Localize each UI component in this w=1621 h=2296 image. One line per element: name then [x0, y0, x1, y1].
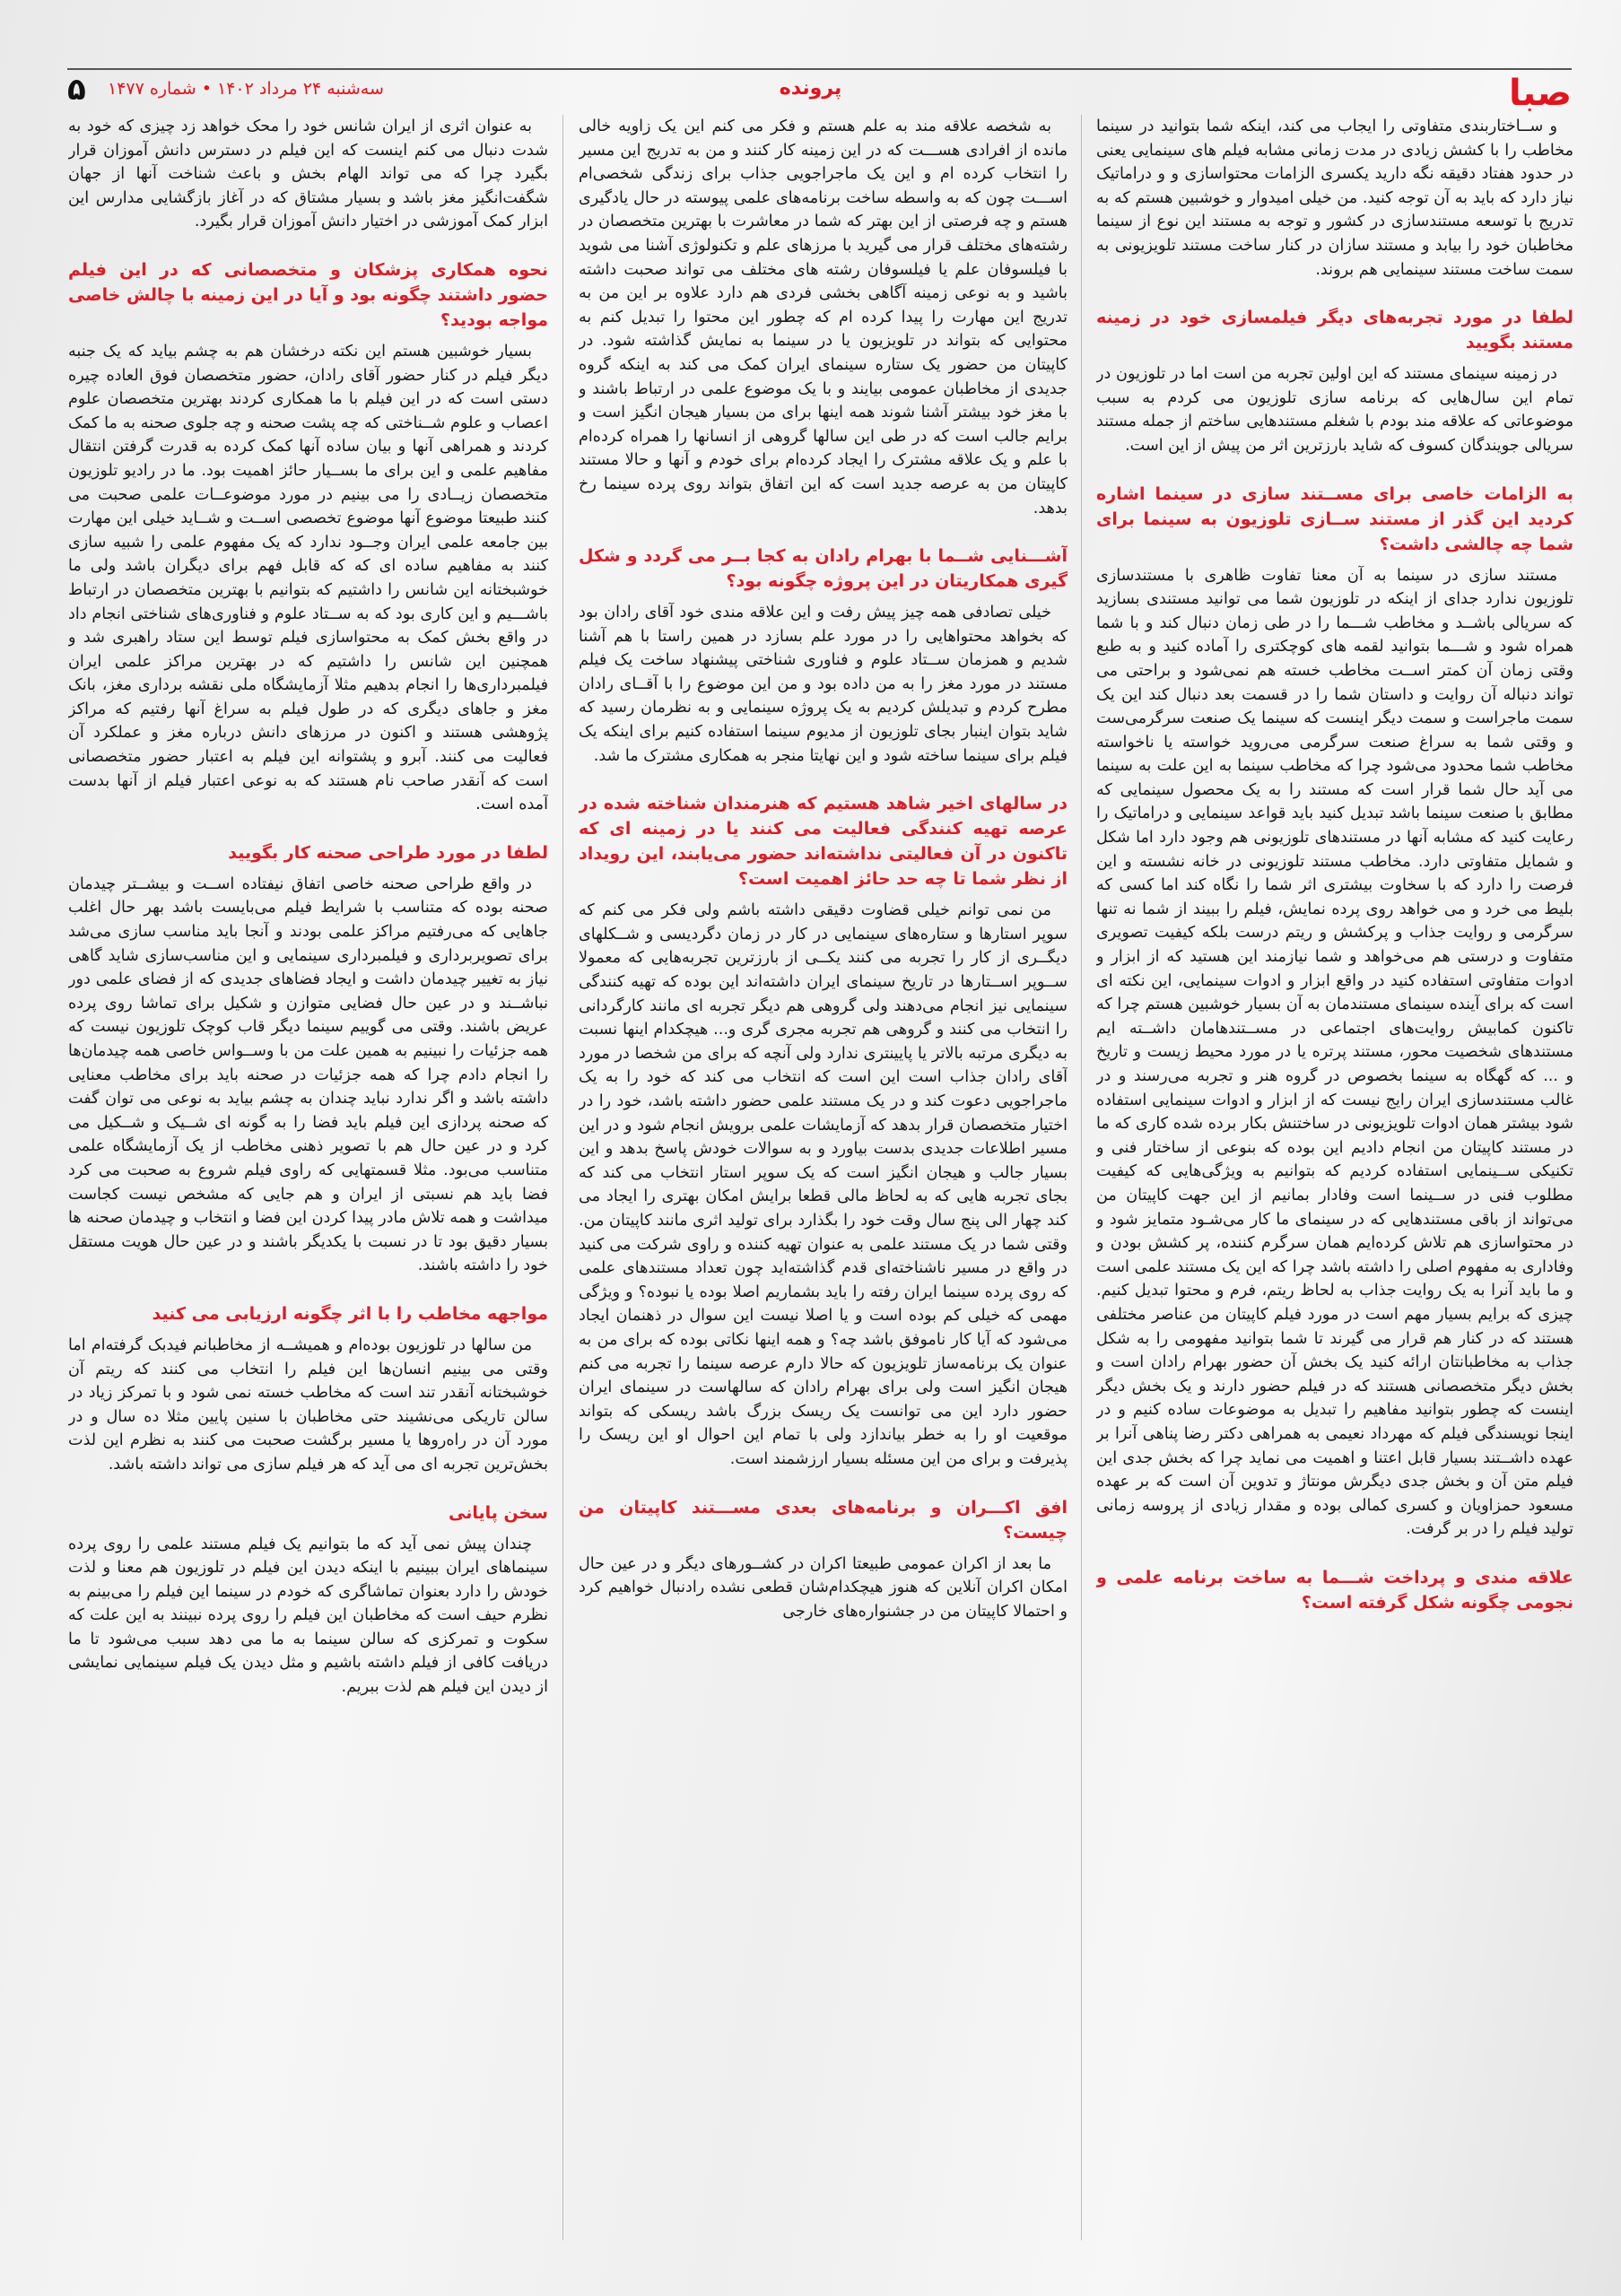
paragraph: من نمی توانم خیلی قضاوت دقیقی داشته باشم ولی فکر می کنم که سوپر استارها و ستاره‌های سینمایی در کار در زمان دگردیسی و شــکلهای دیگــری از کار را تجربه می کنند یکــی از بارزترین تجربه‌هایی که معمولا ســوپر اســتارها در تاریخ سینمای ایران داشته‌اند این بوده که تهیه کنندگی سینمایی نیز انجام می‌دهند ولی گروهی هم دیگر تجربه ای مانند کارگردانی را انتخاب می کنند و گروهی هم تجربه مجری گری و... هیچکدام اینها نسبت به دیگری مرتبه بالاتر یا پایینتری ندارد ولی آنچه که برای من شخصا در مورد آقای رادان جذاب است این است که انتخاب می کند که خود را به یک ماجراجویی دعوت کند و در یک مستند علمی حضور داشته باشد، خود را در اختیار متخصصان قرار بدهد که آزمایشات علمی برویش انجام شود و در این مسیر اطلاعات جدیدی بدست بیاورد و به سوالات خودش پاسخ بدهد و این بسیار جالب و هیجان انگیز است که یک سوپر استار انتخاب می کند که بجای تجربه هایی که به لحاظ مالی قطعا برایش امکان بهتری را ایجاد می کند چهار الی پنج سال وقت خود را بگذارد برای تولید اثری مانند کاپیتان من. وقتی شما در یک مستند علمی به عنوان تهیه کننده و راوی شرکت می کنید در واقع در مسیر ناشناخته‌ای قدم گذاشته‌اید چون تعداد مستندهای علمی که روی پرده سینما ایران رفته را باید بشماریم اصلا بوده یا نبوده؟ و ویژگی مهمی که خیلی کم بوده است و یا اصلا نیست این سوال در ذهنمان ایجاد می‌شود که آیا کار ناموفق باشد چه؟ و همه اینها نکاتی بوده که برای من به عنوان یک برنامه‌ساز تلویزیون که حالا دارم عرصه سینما را تجربه می کنم هیجان انگیز است ولی برای بهرام رادان که سالهاست در سینمای ایران حضور دارد این می توانست یک ریسک بزرگ باشد ریسکی که بتواند موقعیت او را به خطر بیاندازد ولی با تمام این احوال او این ریسک را پذیرفت و برای من این مسئله بسیار ارزشمند است. [579, 901, 1068, 1468]
paragraph: به عنوان اثری از ایران شانس خود را محک خواهد زد چیزی که خود به شدت دنبال می کنم اینست که این فیلم در دسترس دانش آموزان قرار بگیرد چرا که می تواند الهام بخش و باعث شناخت آنها از جهان شگفت‌انگیز مغز باشد و بسیار مشتاق که در آغاز بازگشایی مدارس این ابزار کمک آموزشی در اختیار دانش آموزان قرار بگیرد. [68, 117, 548, 231]
newspaper-logo[interactable]: صبا [1509, 73, 1572, 114]
article-column-right [1096, 115, 1573, 2240]
question-heading: لطفا در مورد تجربه‌های دیگر فیلمسازی خود در زمینه مستند بگویید [1096, 308, 1573, 353]
question-heading: سخن پایانی [449, 1502, 548, 1523]
question-heading: مواجهه مخاطب را با اثر چگونه ارزیابی می کنید [152, 1303, 548, 1324]
column-divider [1081, 115, 1082, 2240]
paragraph: مستند سازی در سینما به آن معنا تفاوت ظاهری با مستندسازی تلوزیون ندارد جدای از اینکه در تلوزیون شما می توانید مستندی بسازید که سریالی باشــد و مخاطب شـــما را در طی زمان دنبال کند و با شما همراه شود و شـــما بتوانید لقمه های کوچکتری را آماده کنید و به طبع وقتی زمان آن کمتر اســت مخاطب خسته هم نمی‌شود و براحتی می تواند دنباله آن روایت و داستان شما را در قسمت بعد دنبال کند این یک سمت ماجراست و سمت دیگر اینست که سینما یک صنعت سرگرمی‌ست و وقتی شما به سراغ صنعت سرگرمی می‌روید خواسته یا ناخواسته مخاطب شما محدود می‌شود چرا که مخاطب سینما به این علت به سینما می آید حال شما قرار است که مستند را به یک محصول سینمایی که مطابق با صنعت سینما باشد تبدیل کنید باید قواعد سینمایی و دراماتیک را رعایت کنید که مشابه آنها در مستندهای تلوزیونی هم وجود دارد اما شکل و شمایل متفاوتی دارد. مخاطب مستند تلوزیونی در خانه نشسته و این فرصت را دارد که با سخاوت بیشتری اثر شما را نگاه کند اما کسی که بلیط می خرد و می خواهد روی پرده نمایش، فیلم را ببیند از شما نه تنها سرگرمی و روایت جذاب و پرکشش و ریتم درست بلکه کیفیت تصویری متفاوت و درستی هم می‌خواهد و شما نیازمند این هستید که از ابزار و ادوات متفاوتی استفاده کنید در واقع ابزار و ادوات سینمایی، این نکته ای است که برای آینده سینمای مستندمان به آن بسیار خوشبین هستم چرا که تاکنون کمابیش روایت‌های اجتماعی در مســتندهامان داشــته ایم مستندهای شخصیت محور، مستند پرتره یا در مورد محیط زیست و تاریخ و ... که گهگاه به سینما بخصوص در گروه هنر و تجربه می‌رسند و در غالب مستندسازی ایران رایج نیست که از ابزار و ادوات سینمایی استفاده شود بیشتر همان ادوات تلویزیونی در ساختنش بکار برده شده کاری که ما در مستند کاپیتان من انجام دادیم این بوده که بنوعی از ساختار فنی و تکنیکی ســینمایی استفاده کردیم که بتوانیم به ویژگی‌هایی که کیفیت مطلوب فنی در ســینما است وفادار بمانیم از این جهت کاپیتان من می‌تواند از باقی مستندهایی که در سینمای ما کار می‌شـود متمایز شود و در محتواسازی هم تلاش کرده‌ایم همان سرگرم کننده، پر کشش بودن و وفاداری به مفهوم اصلی را داشته باشد چرا که این یک مستند علمی است و ما باید آنرا به یک روایت جذاب به لحاظ ریتم، فرم و محتوا تبدیل کنیم. چیزی که برایم بسیار مهم است در مورد فیلم کاپیتان من عناصر مختلفی هستند که در کنار هم قرار می گیرند تا شما بتوانید مفهومی را به شکل جذاب به مخاطبانتان ارائه کنید یک بخش آن حضور بهرام رادان است و بخش دیگر متخصصانی هستند که در فیلم حضور دارند و یک بخش دیگر اینست که چطور بتوانید مفاهیم را تبدیل به موضوعات ساده کنیم و در اینجا نویسندگی فیلم که مهرداد نعیمی به همراهی دکتر رضا پناهی آنرا بر عهده داشــتند بسیار قابل اعتنا و اهمیت می نماید چرا که بخش جدی این فیلم متن آن و بخش جدی دیگرش مونتاژ و تدوین آن است که بر عهده مسعود حمزاویان و کسری کمالی بوده و مقدار زیادی از پروسه زمانی تولید فیلم را در بر گرفت. [1096, 566, 1573, 1539]
question-heading: افق اکـــران و برنامه‌های بعدی مســـتند کاپیتان من چیست؟ [579, 1497, 1068, 1543]
section-title: پرونده [779, 77, 842, 100]
paragraph: در زمینه سینمای مستند که این اولین تجربه من است اما در تلوزیون در تمام این سال‌هایی که برنامه سازی تلوزیون می کردم به سبب موضوعاتی که علاقه مند بودم با شغلم مستندهایی ساختم از جمله مستند سریالی جویندگان کسوف که شاید بارزترین اثر من پیش از این است. [1096, 365, 1573, 455]
question-heading: علاقه مندی و پرداخت شـــما به ساخت برنامه علمی و نجومی چگونه شکل گرفته است؟ [1096, 1567, 1573, 1613]
paragraph: بسیار خوشبین هستم این نکته درخشان هم به چشم بیاید که یک جنبه دیگر فیلم در کنار حضور آقای رادان، حضور متخصصان فوق العاده چیره دستی است که در این فیلم با ما همکاری کردند بهترین متخصصان علوم اعصاب و علوم شــناختی که چه پشت صحنه و چه جلوی صحنه به ما کمک کردند و همراهی آنها و بیان ساده آنها کمک کرده به قدرت گرفتن انتقال مفاهیم علمی و این برای ما بســیار حائز اهمیت بود. ما در رادیو تلوزیون متخصصان زیــادی را می بینیم در مورد موضوعــات علمی صحبت می کنند طبیعتا موضوع آنها موضوع تخصصی اســت و شــاید خیلی این مهارت بین جامعه علمی ایران وجــود ندارد که یک مفهوم علمی را شبیه سازی کنند به مفاهیم ساده ای که که قابل فهم برای دیگران باشد ولی ما خوشبختانه این شانس را داشتیم که بتوانیم با بهترین متخصصان در ارتباط باشـــیم و این کاری بود که به ســتاد علوم و فناوری‌های شناختی انجام داد در واقع بخش کمک به محتواسازی فیلم توسط این ستاد راهبری شد و همچنین این شانس را داشتیم که در بهترین مراکز علمی ایران فیلمبرداری‌ها را انجام بدهیم مثلا آزمایشگاه ملی نقشه برداری مغز، بانک مغز و جاهای دیگری که در طول فیلم به سراغ آنها رفتیم که مراکز پژوهشی هستند و اکنون در مرزهای دانش درباره مغز و عملکرد آن فعالیت می کنند. آبرو و پشتوانه این فیلم به اعتبار حضور متخصصانی است که آنقدر صاحب نام هستند که به نوعی اعتبار فیلم از آنها بدست آمده است. [68, 342, 548, 814]
question-heading: لطفا در مورد طراحی صحنه کار بگویید [228, 842, 548, 863]
paragraph: و ســاختاربندی متفاوتی را ایجاب می کند، اینکه شما بتوانید در سینما مخاطب را با کشش زیادی در مدت زمانی مشابه فیلم های سینمایی یعنی در حدود هفتاد دقیقه نگه دارید یکسری الزامات محتواسازی و و دراماتیک نیاز دارد که باید به آن توجه کنید. من خیلی امیدوار و خوشبین هستم که به تدریج با توسعه مستندسازی در کشور و توجه به مستند این نوع از سینما مخاطبان خود را بیابد و مستند سازان در کنار ساخت مستند تلویزیونی به سمت ساخت مستند سینمایی هم بروند. [1096, 117, 1573, 279]
paragraph: خیلی تصادفی همه چیز پیش رفت و این علاقه مندی خود آقای رادان بود که بخواهد محتواهایی را در مورد علم بسازد در همین راستا با هم آشنا شدیم و همزمان ســتاد علوم و فناوری شناختی پیشنهاد ساخت یک فیلم مستند در مورد مغز را به من داده بود و من این موضوع را با آقــای رادان مطرح کردم و تبدیلش کردیم به یک پروژه سینمایی و به نظرمان رسید که شاید بتوان اینبار بجای تلوزیون از مدیوم سینما استفاده کنیم برای اینکه یک فیلم برای سینما ساخته شود و این نهایتا منجر به همکاری مشترک ما شد. [579, 604, 1068, 765]
header-rule [67, 68, 1572, 70]
question-heading: آشـــنایی شــما با بهرام رادان به کجا بــر می گردد و شکل گیری همکاریتان در این پروژه چگونه بود؟ [579, 546, 1068, 592]
page-number: ۵ [67, 72, 86, 108]
paragraph: در واقع طراحی صحنه خاصی اتفاق نیفتاده اســت و بیشــتر چیدمان صحنه بوده که متناسب با شرایط فیلم می‌بایست باشد بهر حال اغلب جاهایی که می‌رفتیم مراکز علمی بودند و آنجا باید مناسب سازی می‌شد برای تصویربرداری و فیلمبرداری سینمایی و این مناسب‌سازی شاید گاهی نیاز به تغییر چیدمان داشت و ایجاد فضاهای جدیدی که از فضای علمی دور نباشــند و در عین حال فضایی متوازن و شکیل برای تماشا روی پرده عریض باشند. وقتی می گوییم سینما دیگر قاب کوچک تلوزیون نیست که همه جزئیات را نبینیم به همین علت من با وســواس خاصی همه چیدمان‌ها را انجام دادم چرا که همه جزئیات در صحنه باید برای مخاطب معنایی داشته باشد و اگر ندارد نباید چندان به چشم بیاید به نوعی می توان گفت که صحنه پردازی این فیلم باید فضا را به گونه ای شــیک و شــکیل می کرد و در عین حال هم با تصویر ذهنی مخاطب از یک آزمایشگاه علمی متناسب می‌بود. مثلا قسمتهایی که راوی فیلم شروع به صحبت می کرد فضا باید هم نسبتی از ایران و هم جایی که مشخص نیست کجاست میداشت و همه تلاش مادر پیدا کردن این فضا و انتخاب و چیدمان صحنه ها بسیار دقیق بود تا در نسبت با یکدیگر باشند و در عین حال هویت مستقل خود را داشته باشند. [68, 874, 548, 1275]
question-heading: نحوه همکاری پزشکان و متخصصانی که در این فیلم حضور داشتند چگونه بود و آیا در این زمینه با چالش خاصی مواجه بودید؟ [68, 259, 548, 330]
article-column-left [68, 115, 548, 2240]
column-divider [562, 115, 563, 2240]
issue-dateline: سه‌شنبه ۲۴ مرداد ۱۴۰۲ • شماره ۱۴۷۷ [108, 79, 384, 99]
paragraph: به شخصه علاقه مند به علم هستم و فکر می کنم این یک زاویه خالی مانده از افرادی هســـت که در این زمینه کار کنند و من به تدریج این مسیر را انتخاب کرده ام و این یک ماجراجویی جذاب برای زندگی شخصی‌ام اســـت چون که به واسطه ساخت برنامه‌های علمی پیوسته در حال یادگیری هستم و چه فرصتی از این بهتر که شما در معاشرت با بهترین متخصصان در رشته‌های مختلف قرار می گیرید با مرزهای علم و تکنولوژی آشنا می شوید با فیلسوفان علم یا فیلسوفان رشته های مختلف می تواند صحبت داشته باشید و به نوعی زمینه آگاهی بخشی فردی هم دارد علاوه بر این من به تدریج این مهارت را پیدا کرده ام که چطور این محتوا را تبدیل کنم به محتوایی که بتواند در تلویزیون یا در سینما به نمایش گذاشته شود. در کاپیتان من حضور یک ستاره سینمای ایران کمک می کند به اینکه گروه جدیدی از مخاطبان عمومی بیایند و با یک موضوع علمی در ارتباط باشند و با مغز خود بیشتر آشنا شوند همه اینها برای من بسیار هیجان انگیز است و برایم جالب است که در طی این سالها گروهی از انسانها را همراه کرده‌ام با علم و یک علاقه مشترک را ایجاد کرده‌ام برای خودم و آنها و حالا مستند کاپیتان من به عرصه جدید است که این اتفاق بتواند روی پرده سینما رخ بدهد. [579, 117, 1068, 517]
paragraph: من سالها در تلوزیون بوده‌ام و همیشــه از مخاطبانم فیدبک گرفته‌ام اما وقتی می بینیم انسان‌ها این فیلم را انتخاب می کنند که ریتم آن خوشبختانه آنقدر تند است که مخاطب خسته نمی شود و با تمرکز زیاد در سالن تاریکی می‌نشیند حتی مخاطبان با سنین پایین مثلا ده سال و در مورد آن در راه‌روها یا مسیر برگشت صحبت می کنند به نظرم این لذت بخش‌ترین تجربه ای می آید که هر فیلم سازی می تواند داشته باشد. [68, 1335, 548, 1474]
question-heading: در سالهای اخیر شاهد هستیم که هنرمندان شناخته شده در عرصه تهیه کنندگی فعالیت می کنند یا در زمینه ای که تاکنون در آن فعالیتی نداشته‌اند حضور می‌یابند، این رویداد از نظر شما تا چه حد حائز اهمیت است؟ [579, 794, 1068, 890]
paragraph: چندان پیش نمی آید که ما بتوانیم یک فیلم مستند علمی را روی پرده سینماهای ایران ببینیم با اینکه دیدن این فیلم در تلوزیون هم معنا و لذت خودش را دارد بعنوان تماشاگری که خودم در سینما این فیلم را می‌بینم به نظرم حیف است که مخاطبان این فیلم را روی پرده نبینند به این علت که سکوت و تمرکزی که سالن سینما به ما می دهد سبب می‌شود تا ما دریافت کافی از فیلم داشته باشیم و مثل دیدن یک فیلم سینمایی نمایشی از دیدن این فیلم هم لذت ببریم. [68, 1535, 548, 1697]
question-heading: به الزامات خاصی برای مســتند سازی در سینما اشاره کردید این گذر از مستند ســازی تلوزیون به سینما برای شما چه چالشی داشت؟ [1096, 483, 1573, 554]
article-column-middle [579, 115, 1068, 2240]
paragraph: ما بعد از اکران عمومی طبیعتا اکران در کشــورهای دیگر و در عین حال امکان اکران آنلاین که هنوز هیچکدام‌شان قطعی نشده رادنبال خواهیم کرد و احتمالا کاپیتان من در جشنواره‌های خارجی [579, 1554, 1068, 1621]
